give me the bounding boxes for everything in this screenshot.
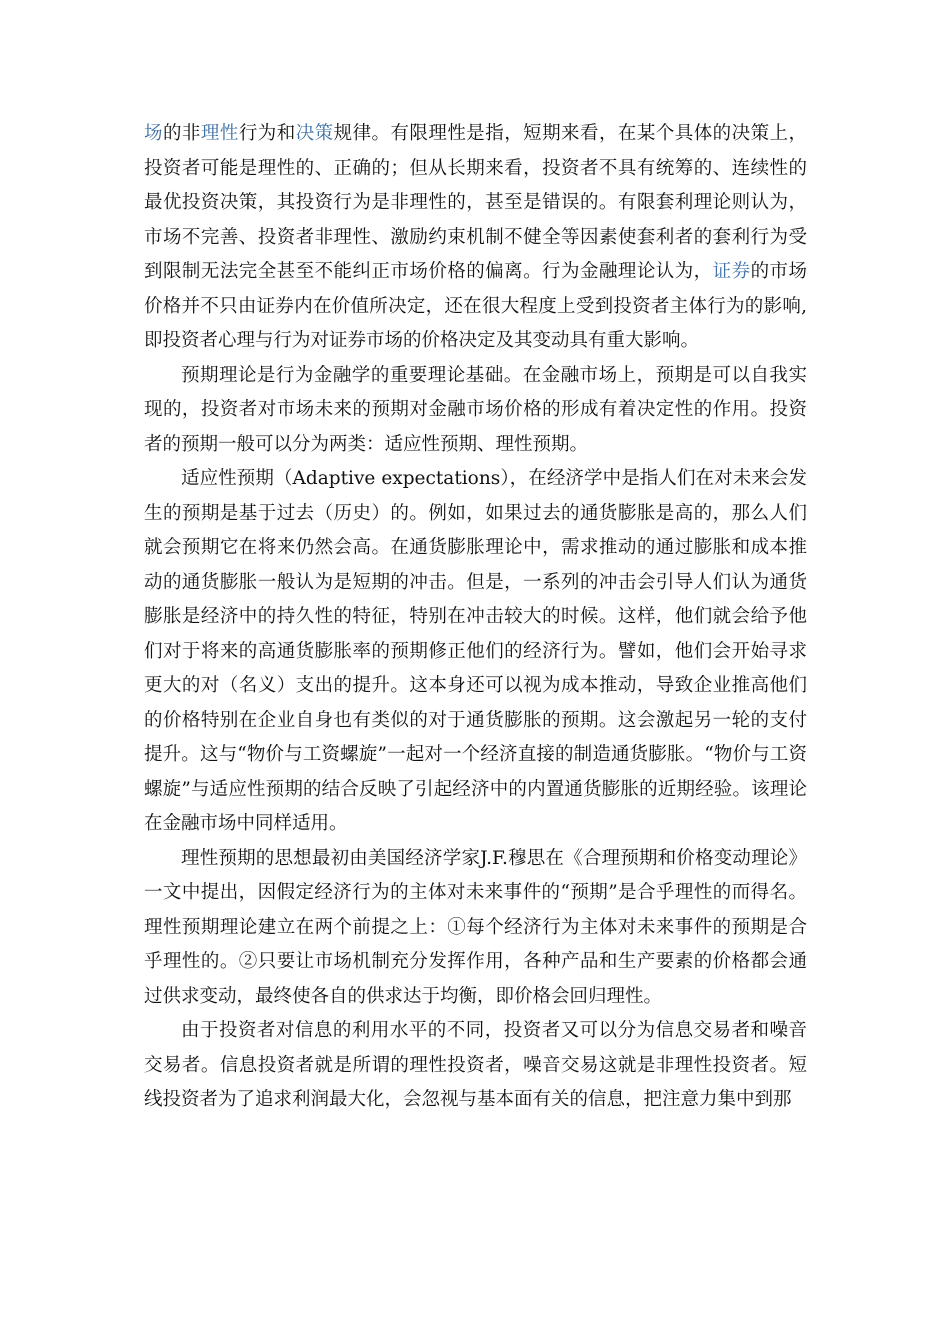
text-run: 适应性预期（Adaptive expectations），在经济学中是指人们在对未来会发生的预期是基于过去（历史）的。例如，如果过去的通货膨胀是高的，那么人们就会预期它在将来仍然会高。在通货膨胀理论中，需求推动的通过膨胀和成本推动的通货膨胀一般认为是短期的冲击。但是，一系列的冲击会引导人们认为通货膨胀是经济中的持久性的特征，特别在冲击较大的时候。这样，他们就会给予他们对于将来的高通货膨胀率的预期修正他们的经济行为。譬如，他们会开始寻求更大的对（名义）支出的提升。这本身还可以视为成本推动，导致企业推高他们的价格特别在企业自身也有类似的对于通货膨胀的预期。这会激起另一轮的支付提升。这与“物价与工资螺旋”一起对一个经济直接的制造通货膨胀。“物价与工资螺旋”与适应性预期的结合反映了引起经济中的内置通货膨胀的近期经验。该理论在金融市场中同样适用。 — [144, 468, 807, 834]
text-run: 规律。有限理性是指，短期来看，在某个具体的决策上，投资者可能是理性的、正确的；但从长期来看，投资者不具有统筹的、连续性的最优投资决策，其投资行为是非理性的，甚至是错误的。有限套利理论则认为，市场不完善、投资者非理性、激励约束机制不健全等因素使套利者的套利行为受到限制无法完全甚至不能纠正市场价格的偏离。行为金融理论认为， — [144, 123, 807, 282]
term-link-juece[interactable]: 决策 — [295, 123, 334, 144]
paragraph-2 — [144, 359, 807, 463]
text-run: 的市场价格并不只由证券内在价值所决定，还在很大程度上受到投资者主体行为的影响,即投资者心理与行为对证券市场的价格决定及其变动具有重大影响。 — [144, 261, 807, 351]
term-link-chang[interactable]: 场 — [144, 123, 163, 144]
paragraph-1 — [144, 117, 807, 359]
paragraph-3 — [144, 462, 807, 842]
term-link-zhengquan[interactable]: 证券 — [712, 261, 751, 282]
text-run: 理性预期的思想最初由美国经济学家J.F.穆思在《合理预期和价格变动理论》一文中提出，因假定经济行为的主体对未来事件的“预期”是合乎理性的而得名。理性预期理论建立在两个前提之上：①每个经济行为主体对未来事件的预期是合乎理性的。②只要让市场机制充分发挥作用，各种产品和生产要素的价格都会通过供求变动，最终使各自的供求达于均衡，即价格会回归理性。 — [144, 847, 807, 1007]
paragraph-5 — [144, 1014, 807, 1118]
text-run: 行为和 — [238, 123, 296, 144]
term-link-lixing[interactable]: 理性 — [200, 123, 239, 144]
paragraph-4 — [144, 842, 807, 1015]
text-run: 由于投资者对信息的利用水平的不同，投资者又可以分为信息交易者和噪音交易者。信息投资者就是所谓的理性投资者，噪音交易这就是非理性投资者。短线投资者为了追求利润最大化，会忽视与基本面有关的信息，把注意力集中到那 — [144, 1020, 807, 1110]
document-body — [144, 117, 807, 1118]
text-run: 的非 — [162, 123, 201, 144]
text-run: 预期理论是行为金融学的重要理论基础。在金融市场上，预期是可以自我实现的，投资者对市场未来的预期对金融市场价格的形成有着决定性的作用。投资者的预期一般可以分为两类：适应性预期、理性预期。 — [144, 364, 807, 455]
